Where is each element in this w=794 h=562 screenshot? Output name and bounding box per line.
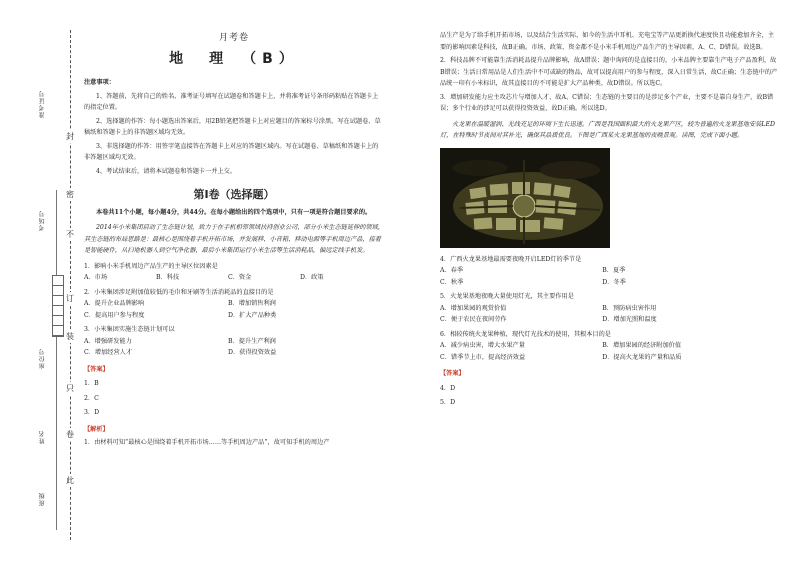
exam-name: 月考卷 [218,33,249,43]
question-4 [440,254,778,289]
question-stem: 5．火龙果基地夜晚大量使用灯光，其主要作用是 [440,293,574,300]
option[interactable]: C．便于农民在夜间劳作 [440,316,507,323]
option[interactable]: B．提升生产利润 [228,337,276,345]
left-column [84,30,384,449]
binding-char: 密 [66,190,74,199]
notice-item: 2、选择题的作答：每小题选出答案后，用2B铅笔把答题卡上对应题目的答案标号涂黑，写在试题卷、草稿纸和答题卡上的非答题区域均无效。 [84,117,381,136]
answer-line: 3．D [84,409,100,416]
field-label-seat: 座位号 [39,348,46,369]
analysis-continued: 品生产是为了给手机开拓市场，以及结合生活实际，如今的生活中耳机、充电宝等产品更新换代速度快且功能愈加齐全，主要的影响因素是科技，故B正确。市场、政策、资金都不是小米手机周边产品生产的主导因素，A、C、D错误。故选B。 [440,32,775,51]
reading-passage: 2014年小米集团启动了生态链计划，致力于在手机相邻领域扶持创业公司，部分小米生态链延伸的领域，其生态链的布局思路是：最核心是围绕着手机开拓市场，并发展移、小音箱、移动电源等手机周边产品，接着是智能硬件，从扫地机器人到空气净化器，最后小米集团运行小米生活等生活消耗品，偏远定线手机发。 [84,224,384,254]
question-2 [84,287,384,322]
analysis-3: 3．增加研发能力应主攻芯片与增加人才，故A、C错误；生态链的主要目的是涉足多个产业，主要不是靠自身生产，故B错误；多个行业的涉足可以获得投资效益，故D正确。所以选D。 [440,93,774,112]
notice-item: 4、考试结束后，请将本试题卷和答题卡一并上交。 [96,167,237,175]
analysis-text: 1．由材料可知“最核心是围绕着手机开拓市场……等手机周边产品”，故可知手机的周边产 [84,439,330,446]
option[interactable]: D．扩大产品种类 [228,311,277,319]
cut-line [70,30,71,540]
right-column [440,30,778,412]
question-stem: 3．小米集团实施生态链计划可以 [84,326,175,333]
binding-char: 不 [66,230,74,239]
binding-char: 装 [66,332,74,341]
field-line [56,190,57,530]
option[interactable]: D．获得投资效益 [228,349,277,356]
binding-strip [14,30,84,550]
option[interactable]: B．预防病虫害作用 [602,304,657,312]
binding-char: 只 [66,384,74,393]
question-options [84,336,384,359]
question-options [440,265,778,288]
field-label-room: 考场号 [39,210,46,231]
question-options [84,298,384,321]
question-5 [440,291,778,326]
question-3 [84,324,384,359]
option[interactable]: A．减少病虫害，增大水果产量 [440,342,525,349]
answer-line: 5．D [440,399,456,406]
answer-tag: 【答案】 [84,365,109,373]
dragon-fruit-farm-photo [440,148,610,248]
page-title: 地 理 （B） [169,50,299,67]
seat-number-boxes [52,275,64,337]
question-stem: 6．相较传统火龙果种植，现代灯光技术的使用，其根本目的是 [440,330,611,338]
option[interactable]: A．提升企业品牌影响 [84,300,145,307]
reading-passage-2: 火龙果在温暖湿润、光线充足的环境下生长迅速。广西是我国面积最大的火龙果产区，较为普遍的火龙果基地安装LED灯，在特殊时节夜间对其补光，确保其品质优良。下图是广西某火龙果基地的夜晚景观。读图，完成下面小题。 [440,120,775,139]
notice-item: 3、非选择题的作答：用签字笔直接答在答题卡上对应的答题区域内。写在试题卷、草稿纸和答题卡上的非答题区域均无效。 [84,142,379,161]
question-stem: 2．小米集团涉足附加值较低的毛巾和牙刷等生活消耗品的直接目的是 [84,288,274,296]
question-options [440,303,778,326]
binding-char: 封 [66,132,74,141]
option[interactable]: C．资金 [228,274,252,281]
analysis-2: 2．科技品牌不可能靠生活消耗品提升品牌影响，故A错误；题中询问的是直接目的，小米品牌主要靠生产电子产品盈利，故B错误；生活日常用品是人们生活中不可或缺的物品，故可以提高用户的参与程度，深入日常生活，故C正确；生态链中的产品统一印有小米标识，故其直接目的不可能是扩大产品种类，故D错误。所以选C。 [440,57,778,87]
farm-night-illustration [440,148,610,248]
option[interactable]: A．增加果园的观赏价值 [440,304,507,312]
field-label-exam-id: 准考证号 [39,90,46,118]
question-options [440,340,778,363]
answer-line: 2．C [84,394,99,402]
answer-tag: 【答案】 [440,370,465,377]
binding-char: 卷 [66,430,74,439]
section-title: 第Ⅰ卷（选择题） [193,188,275,201]
analysis-tag: 【解析】 [84,425,109,433]
option[interactable]: D．增加光照和温度 [602,316,657,323]
notice-heading: 注意事项： [84,79,115,86]
section-instruction: 本卷共11个小题，每小题4分，共44分。在每小题给出的四个选项中，只有一项是符合题目要求的。 [96,208,372,216]
answer-line: 4．D [440,384,456,392]
option[interactable]: C．提高用户参与程度 [84,311,145,319]
option[interactable]: A．市场 [84,274,108,281]
option[interactable]: B．夏季 [602,267,626,274]
question-6 [440,329,778,364]
option[interactable]: C．增加经营人才 [84,349,133,356]
answer-line: 1．B [84,380,99,387]
option[interactable]: D．冬季 [602,278,626,286]
option[interactable]: C．秋季 [440,278,464,286]
option[interactable]: B．增加销售利润 [228,300,276,307]
option[interactable]: B．科技 [156,274,180,281]
question-options [84,272,384,284]
option[interactable]: A．春季 [440,267,464,274]
option[interactable]: D．政策 [300,274,324,281]
option[interactable]: C．错季节上市，提高经济效益 [440,353,526,361]
option[interactable]: A．增强研发能力 [84,337,132,345]
binding-char: 订 [66,294,74,303]
field-label-name: 姓名 [39,430,46,444]
binding-char: 此 [66,476,74,485]
notice-item: 1、答题前，先将自己的姓名、准考证号填写在试题卷和答题卡上，并将准考证号条形码粘贴在答题卡上的指定位置。 [84,92,379,111]
option[interactable]: B．增加果园的经济附加价值 [602,342,682,349]
option[interactable]: D．提高火龙果的产量和品质 [602,353,682,361]
question-stem: 4．广西火龙果基地最需要夜晚开启LED灯的季节是 [440,255,582,263]
field-label-class: 班级 [39,492,46,506]
question-1 [84,261,384,284]
question-stem: 1．影响小米手机周边产品生产的主导区位因素是 [84,262,218,270]
